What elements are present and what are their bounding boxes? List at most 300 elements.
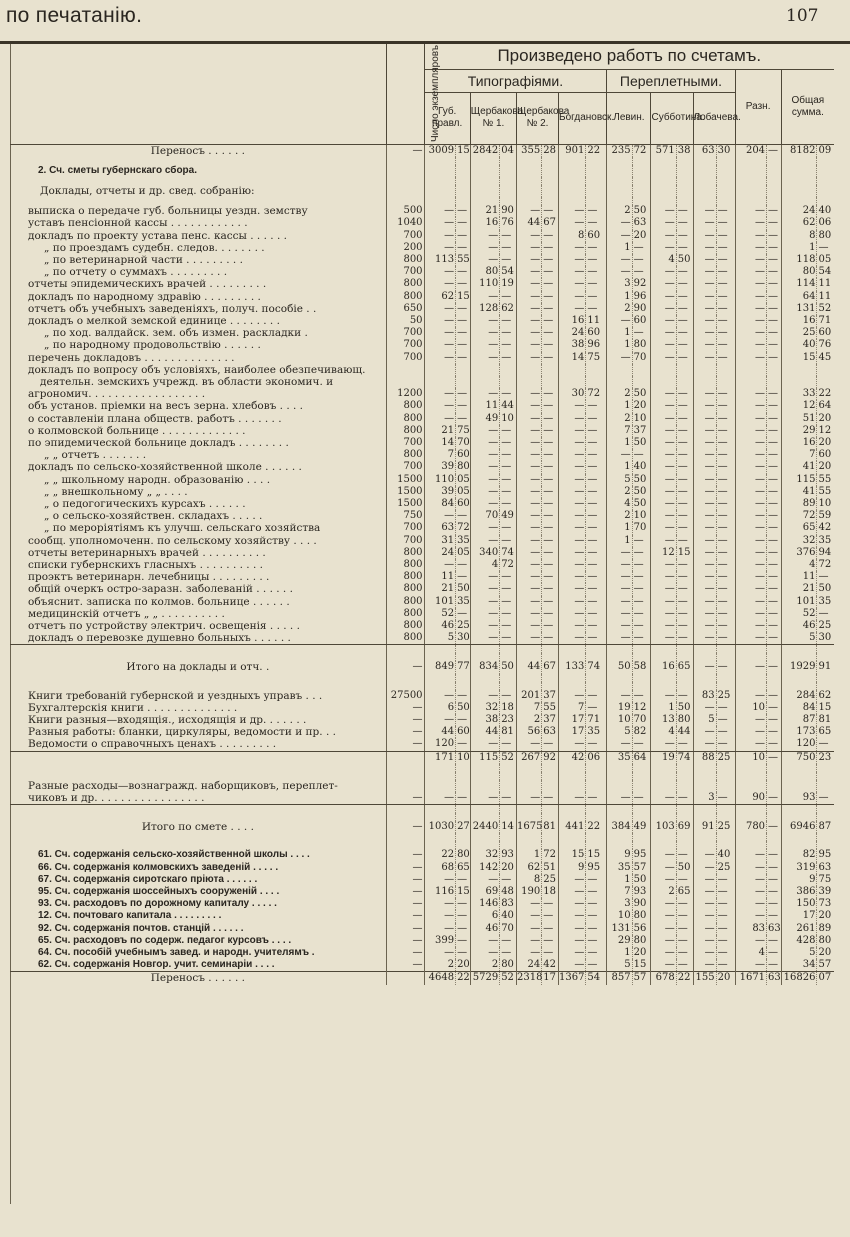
kopecks-cell: — — [767, 738, 782, 751]
kopecks-cell: 76 — [500, 217, 517, 229]
row-label: „ по ветеринарной части . . . . . . . . . — [44, 253, 243, 266]
roubles-cell: 1 — [607, 535, 632, 547]
table-row — [10, 571, 834, 583]
kopecks-cell: — — [676, 217, 693, 229]
roubles-cell: 142 — [470, 862, 499, 874]
table-row — [10, 327, 834, 339]
roubles-cell: 16 — [781, 315, 817, 327]
roubles-cell — [470, 364, 499, 376]
kopecks-cell: 11 — [817, 278, 834, 290]
row-label: 61. Сч. содержанія сельско-хозяйственной школы . . . . — [38, 849, 310, 861]
kopecks-cell: — — [767, 547, 782, 559]
roubles-cell: — — [693, 620, 716, 632]
roubles-cell: — — [693, 291, 716, 303]
kopecks-cell: 04 — [500, 144, 517, 157]
kopecks-cell: 82 — [632, 726, 651, 738]
copies-cell: 800 — [386, 254, 424, 266]
copies-cell: 800 — [386, 413, 424, 425]
kopecks-cell: 52 — [500, 972, 517, 985]
roubles-cell: 376 — [781, 547, 817, 559]
roubles-cell: 63 — [424, 522, 456, 534]
row-label: 93. Сч. расходовъ по дорожному капиталу . . . . . — [38, 898, 277, 910]
kopecks-cell: — — [500, 583, 517, 595]
gub-column-header: Губ. правл. — [424, 92, 470, 144]
roubles-cell: 1 — [781, 242, 817, 254]
copies-cell: 1500 — [386, 498, 424, 510]
kopecks-cell: — — [767, 217, 782, 229]
roubles-cell: — — [651, 874, 676, 886]
roubles-cell: 14 — [559, 352, 586, 364]
roubles-cell: — — [607, 571, 632, 583]
roubles-cell: — — [693, 437, 716, 449]
kopecks-cell: — — [500, 947, 517, 959]
kopecks-cell: — — [716, 632, 735, 645]
roubles-cell: — — [735, 714, 767, 726]
kopecks-cell — [817, 376, 834, 388]
kopecks-cell: — — [676, 959, 693, 972]
kopecks-cell: — — [500, 461, 517, 473]
kopecks-cell: 35 — [817, 596, 834, 608]
kopecks-cell: 44 — [500, 400, 517, 412]
roubles-cell: 1 — [607, 242, 632, 254]
table-row — [10, 886, 834, 898]
roubles-cell — [781, 376, 817, 388]
kopecks-cell: — — [632, 266, 651, 278]
roubles-cell: — — [517, 510, 542, 522]
kopecks-cell: 50 — [632, 388, 651, 400]
kopecks-cell: — — [586, 242, 607, 254]
kopecks-cell: 67 — [542, 217, 559, 229]
kopecks-cell: — — [500, 792, 517, 805]
roubles-cell: 29 — [607, 935, 632, 947]
roubles-cell — [693, 376, 716, 388]
kopecks-cell: — — [767, 315, 782, 327]
kopecks-cell: 25 — [457, 620, 470, 632]
row-label: Переносъ . . . . . . — [150, 144, 245, 157]
roubles-cell: — — [735, 437, 767, 449]
roubles-cell: — — [693, 596, 716, 608]
roubles-cell: — — [693, 230, 716, 242]
roubles-cell: 1 — [607, 327, 632, 339]
roubles-cell: 113 — [424, 254, 456, 266]
table-row — [10, 242, 834, 254]
roubles-cell: 15 — [781, 352, 817, 364]
kopecks-cell: 45 — [817, 352, 834, 364]
kopecks-cell: — — [817, 608, 834, 620]
row-label: Ведомости о справочныхъ ценахъ . . . . . . . . . — [10, 738, 386, 751]
roubles-cell: — — [735, 266, 767, 278]
roubles-cell: 114 — [781, 278, 817, 290]
row-label: 95. Сч. содержанія шоссейныхъ сооруженій . . . . — [38, 886, 280, 898]
roubles-cell: 204 — [735, 144, 767, 157]
kopecks-cell: — — [716, 898, 735, 910]
kopecks-cell: — — [586, 498, 607, 510]
roubles-cell — [781, 165, 817, 177]
kopecks-cell: — — [500, 522, 517, 534]
roubles-cell: 72 — [781, 510, 817, 522]
roubles-cell: — — [517, 352, 542, 364]
copies-cell: — — [386, 702, 424, 714]
kopecks-cell: 81 — [500, 726, 517, 738]
kopecks-cell: — — [676, 522, 693, 534]
copies-cell: — — [386, 923, 424, 935]
kopecks-cell: — — [586, 278, 607, 290]
kopecks-cell: 57 — [632, 862, 651, 874]
row-label: 2. Сч. сметы губернскаго сбора. — [38, 164, 197, 176]
kopecks-cell — [456, 376, 471, 388]
roubles-cell: 5 — [607, 474, 632, 486]
roubles-cell — [607, 364, 632, 376]
roubles-cell: — — [470, 498, 499, 510]
roubles-cell: 10 — [735, 751, 767, 764]
kopecks-cell: — — [456, 923, 471, 935]
kopecks-cell: — — [767, 242, 782, 254]
table-row — [10, 632, 834, 645]
roubles-cell: — — [470, 327, 499, 339]
roubles-cell: 9 — [781, 874, 817, 886]
kopecks-cell: — — [767, 632, 782, 645]
kopecks-cell: 89 — [817, 923, 834, 935]
copies-column-header: Число экземпляровъ — [386, 44, 424, 144]
kopecks-cell: — — [456, 266, 471, 278]
kopecks-cell: — — [676, 923, 693, 935]
roubles-cell: 1367 — [559, 972, 585, 984]
roubles-cell: 1 — [607, 291, 632, 303]
roubles-cell — [651, 185, 676, 197]
kopecks-cell: — — [586, 449, 607, 461]
roubles-cell: — — [693, 547, 716, 559]
roubles-cell — [424, 165, 456, 177]
kopecks-cell: 50 — [676, 862, 693, 874]
roubles-cell: 83 — [735, 923, 767, 935]
kopecks-cell: — — [676, 608, 693, 620]
kopecks-cell: 62 — [500, 303, 517, 315]
kopecks-cell — [716, 780, 735, 792]
kopecks-cell: — — [676, 413, 693, 425]
kopecks-cell: — — [542, 596, 559, 608]
roubles-cell — [607, 376, 632, 388]
kopecks-cell: — — [632, 596, 651, 608]
roubles-cell: 17 — [559, 714, 586, 726]
kopecks-cell: — — [676, 449, 693, 461]
kopecks-cell: — — [542, 583, 559, 595]
roubles-cell: — — [517, 738, 542, 751]
kopecks-cell — [632, 364, 651, 376]
kopecks-cell: 20 — [817, 910, 834, 922]
roubles-cell: 65 — [781, 522, 817, 534]
roubles-cell: — — [424, 217, 456, 229]
roubles-cell: — — [735, 339, 767, 351]
roubles-cell: 146 — [470, 898, 499, 910]
table-row — [10, 559, 834, 571]
kopecks-cell: — — [500, 388, 517, 400]
kopecks-cell: — — [767, 425, 782, 437]
roubles-cell: — — [735, 583, 767, 595]
kopecks-cell — [817, 780, 834, 792]
roubles-cell: — — [559, 486, 586, 498]
kopecks-cell: — — [716, 425, 735, 437]
kopecks-cell: — — [456, 690, 471, 702]
table-row — [10, 303, 834, 315]
copies-cell: — — [386, 935, 424, 947]
kopecks-cell: 10 — [817, 498, 834, 510]
roubles-cell: 93 — [781, 792, 817, 805]
roubles-cell: — — [559, 291, 586, 303]
kopecks-cell: — — [500, 738, 517, 751]
table-row — [10, 874, 834, 886]
roubles-cell: 678 — [651, 972, 676, 985]
roubles-cell: — — [651, 230, 676, 242]
kopecks-cell: — — [586, 571, 607, 583]
kopecks-cell: 38 — [676, 144, 693, 157]
kopecks-cell: 05 — [457, 546, 470, 558]
kopecks-cell: — — [676, 205, 693, 217]
kopecks-cell: — — [767, 254, 782, 266]
roubles-cell: — — [693, 738, 716, 751]
kopecks-cell: — — [500, 632, 517, 645]
kopecks-cell: — — [676, 425, 693, 437]
kopecks-cell: — — [632, 242, 651, 254]
kopecks-cell: 90 — [632, 898, 651, 910]
kopecks-cell: — — [632, 608, 651, 620]
table-row — [10, 185, 834, 197]
table-row — [10, 486, 834, 498]
copies-cell: 800 — [386, 571, 424, 583]
roubles-cell: — — [607, 254, 632, 266]
kopecks-cell: — — [716, 935, 735, 947]
kopecks-cell: — — [500, 425, 517, 437]
kopecks-cell — [586, 780, 607, 792]
roubles-cell: 11 — [781, 571, 817, 583]
kopecks-cell: 05 — [457, 485, 470, 497]
copies-cell — [386, 780, 424, 792]
kopecks-cell: — — [632, 571, 651, 583]
roubles-cell: 50 — [607, 661, 632, 673]
copies-cell: 700 — [386, 437, 424, 449]
copies-cell — [386, 751, 424, 764]
row-label: проэктъ ветеринарн. лечебницы . . . . . . . . . — [28, 571, 270, 584]
row-label: 12. Сч. почтоваго капитала . . . . . . . . . — [38, 910, 222, 922]
kopecks-cell: — — [586, 690, 607, 702]
roubles-cell — [424, 780, 456, 792]
row-label: „ „ внешкольному „ „ . . . . — [44, 485, 188, 498]
kopecks-cell: — — [456, 242, 471, 254]
roubles-cell — [470, 780, 499, 792]
kopecks-cell: 15 — [457, 290, 470, 302]
works-group-header: Произведено работъ по счетамъ. — [424, 44, 834, 69]
roubles-cell: — — [693, 242, 716, 254]
lev-column-header: Левин. — [607, 92, 651, 144]
table-row — [10, 474, 834, 486]
roubles-cell: 7 — [607, 886, 632, 898]
roubles-cell: — — [559, 474, 586, 486]
roubles-cell: 384 — [607, 821, 632, 833]
roubles-cell: 38 — [470, 714, 499, 726]
kopecks-cell: 06 — [586, 751, 607, 764]
kopecks-cell: — — [586, 702, 607, 714]
kopecks-cell: — — [676, 935, 693, 947]
bog-column-header: Богдановск. — [559, 92, 607, 144]
kopecks-cell: — — [767, 327, 782, 339]
kopecks-cell: — — [767, 959, 782, 972]
roubles-cell: — — [651, 522, 676, 534]
kopecks-cell: 23 — [817, 751, 834, 764]
table-row — [10, 661, 834, 673]
kopecks-cell: — — [716, 205, 735, 217]
roubles-cell: 14 — [424, 437, 456, 449]
roubles-cell: 5729 — [470, 972, 499, 985]
roubles-cell: — — [470, 620, 499, 632]
roubles-cell: — — [559, 535, 586, 547]
spacer-row — [10, 833, 834, 841]
roubles-cell: 21 — [781, 583, 817, 595]
roubles-cell: — — [424, 690, 456, 702]
kopecks-cell: — — [456, 874, 471, 886]
roubles-cell: — — [470, 388, 499, 400]
kopecks-cell: — — [542, 254, 559, 266]
kopecks-cell: — — [767, 726, 782, 738]
kopecks-cell: — — [586, 461, 607, 473]
kopecks-cell: — — [542, 315, 559, 327]
kopecks-cell: — — [767, 352, 782, 364]
kopecks-cell: — — [542, 935, 559, 947]
kopecks-cell: 20 — [632, 230, 651, 242]
roubles-cell: 267 — [517, 751, 542, 764]
row-label: „ по ход. валдайск. зем. объ измен. раскладки . — [44, 327, 308, 340]
table-row — [10, 690, 834, 702]
roubles-cell: — — [693, 339, 716, 351]
kopecks-cell: — — [676, 849, 693, 861]
roubles-cell: 9 — [559, 862, 586, 874]
copies-cell: 800 — [386, 425, 424, 437]
roubles-cell: 39 — [424, 461, 456, 473]
roubles-cell: 3 — [607, 278, 632, 290]
table-row — [10, 923, 834, 935]
kopecks-cell: — — [500, 535, 517, 547]
kopecks-cell: — — [676, 400, 693, 412]
roubles-cell: — — [651, 339, 676, 351]
kopecks-cell: 22 — [676, 972, 693, 985]
kopecks-cell: 40 — [716, 849, 735, 861]
roubles-cell: — — [517, 205, 542, 217]
kopecks-cell: 25 — [716, 751, 735, 764]
copies-cell: 800 — [386, 278, 424, 290]
row-label: чиковъ и др. . . . . . . . . . . . . . . . . — [10, 792, 386, 805]
kopecks-cell: — — [542, 947, 559, 959]
roubles-cell — [781, 185, 817, 197]
kopecks-cell — [767, 376, 782, 388]
kopecks-cell: — — [716, 947, 735, 959]
spacer-row — [10, 645, 834, 654]
kopecks-cell: — — [542, 327, 559, 339]
kopecks-cell: — — [676, 461, 693, 473]
roubles-cell — [517, 376, 542, 388]
kopecks-cell: — — [456, 792, 471, 805]
roubles-cell: — — [651, 315, 676, 327]
roubles-cell: — — [424, 947, 456, 959]
roubles-cell: 1 — [607, 400, 632, 412]
roubles-cell: — — [470, 583, 499, 595]
kopecks-cell: — — [500, 596, 517, 608]
roubles-cell: 17 — [781, 910, 817, 922]
roubles-cell: — — [693, 571, 716, 583]
kopecks-cell — [542, 364, 559, 376]
roubles-cell: — — [559, 278, 586, 290]
kopecks-cell: — — [716, 217, 735, 229]
roubles-cell: — — [693, 886, 716, 898]
kopecks-cell: — — [676, 559, 693, 571]
copies-cell: — — [386, 910, 424, 922]
kopecks-cell: — — [632, 738, 651, 751]
roubles-cell: — — [693, 327, 716, 339]
roubles-cell: — — [517, 303, 542, 315]
kopecks-cell: 60 — [586, 327, 607, 339]
roubles-cell: — — [517, 425, 542, 437]
kopecks-cell: — — [716, 254, 735, 266]
table-row — [10, 339, 834, 351]
table-row — [10, 596, 834, 608]
roubles-cell — [559, 165, 586, 177]
kopecks-cell: — — [500, 230, 517, 242]
roubles-cell: — — [607, 315, 632, 327]
roubles-cell: — — [651, 792, 676, 805]
copies-cell: — — [386, 144, 424, 157]
roubles-cell: — — [693, 266, 716, 278]
kopecks-cell: 10 — [632, 510, 651, 522]
roubles-cell: — — [735, 388, 767, 400]
kopecks-cell: — — [456, 205, 471, 217]
kopecks-cell: 05 — [817, 254, 834, 266]
kopecks-cell: — — [676, 632, 693, 645]
kopecks-cell — [632, 165, 651, 177]
roubles-cell: — — [693, 874, 716, 886]
roubles-cell: 7 — [424, 449, 456, 461]
roubles-cell: — — [559, 449, 586, 461]
kopecks-cell: 80 — [817, 935, 834, 947]
roubles-cell: — — [470, 449, 499, 461]
kopecks-cell: — — [632, 690, 651, 702]
kopecks-cell: — — [716, 910, 735, 922]
roubles-cell: 857 — [607, 972, 632, 985]
kopecks-cell: — — [767, 583, 782, 595]
kopecks-cell: 70 — [632, 522, 651, 534]
roubles-cell: — — [470, 254, 499, 266]
roubles-cell: — — [651, 690, 676, 702]
kopecks-cell: 15 — [817, 702, 834, 714]
kopecks-cell — [716, 376, 735, 388]
kopecks-cell: 20 — [817, 437, 834, 449]
kopecks-cell: — — [586, 923, 607, 935]
roubles-cell: — — [470, 935, 499, 947]
kopecks-cell: 80 — [632, 910, 651, 922]
kopecks-cell: — — [500, 874, 517, 886]
kopecks-cell: — — [676, 620, 693, 632]
kopecks-cell: — — [676, 230, 693, 242]
kopecks-cell: — — [716, 230, 735, 242]
kopecks-cell: — — [542, 632, 559, 645]
kopecks-cell: — — [542, 620, 559, 632]
roubles-cell: — — [735, 571, 767, 583]
kopecks-cell — [676, 780, 693, 792]
row-label — [10, 751, 386, 764]
row-label: уставъ пенсіонной кассы . . . . . . . . . . . . — [28, 217, 248, 230]
roubles-cell: — — [559, 303, 586, 315]
kopecks-cell: — — [716, 486, 735, 498]
roubles-cell: 5 — [607, 726, 632, 738]
roubles-cell: — — [517, 947, 542, 959]
roubles-cell: — — [607, 449, 632, 461]
kopecks-cell: — — [542, 339, 559, 351]
